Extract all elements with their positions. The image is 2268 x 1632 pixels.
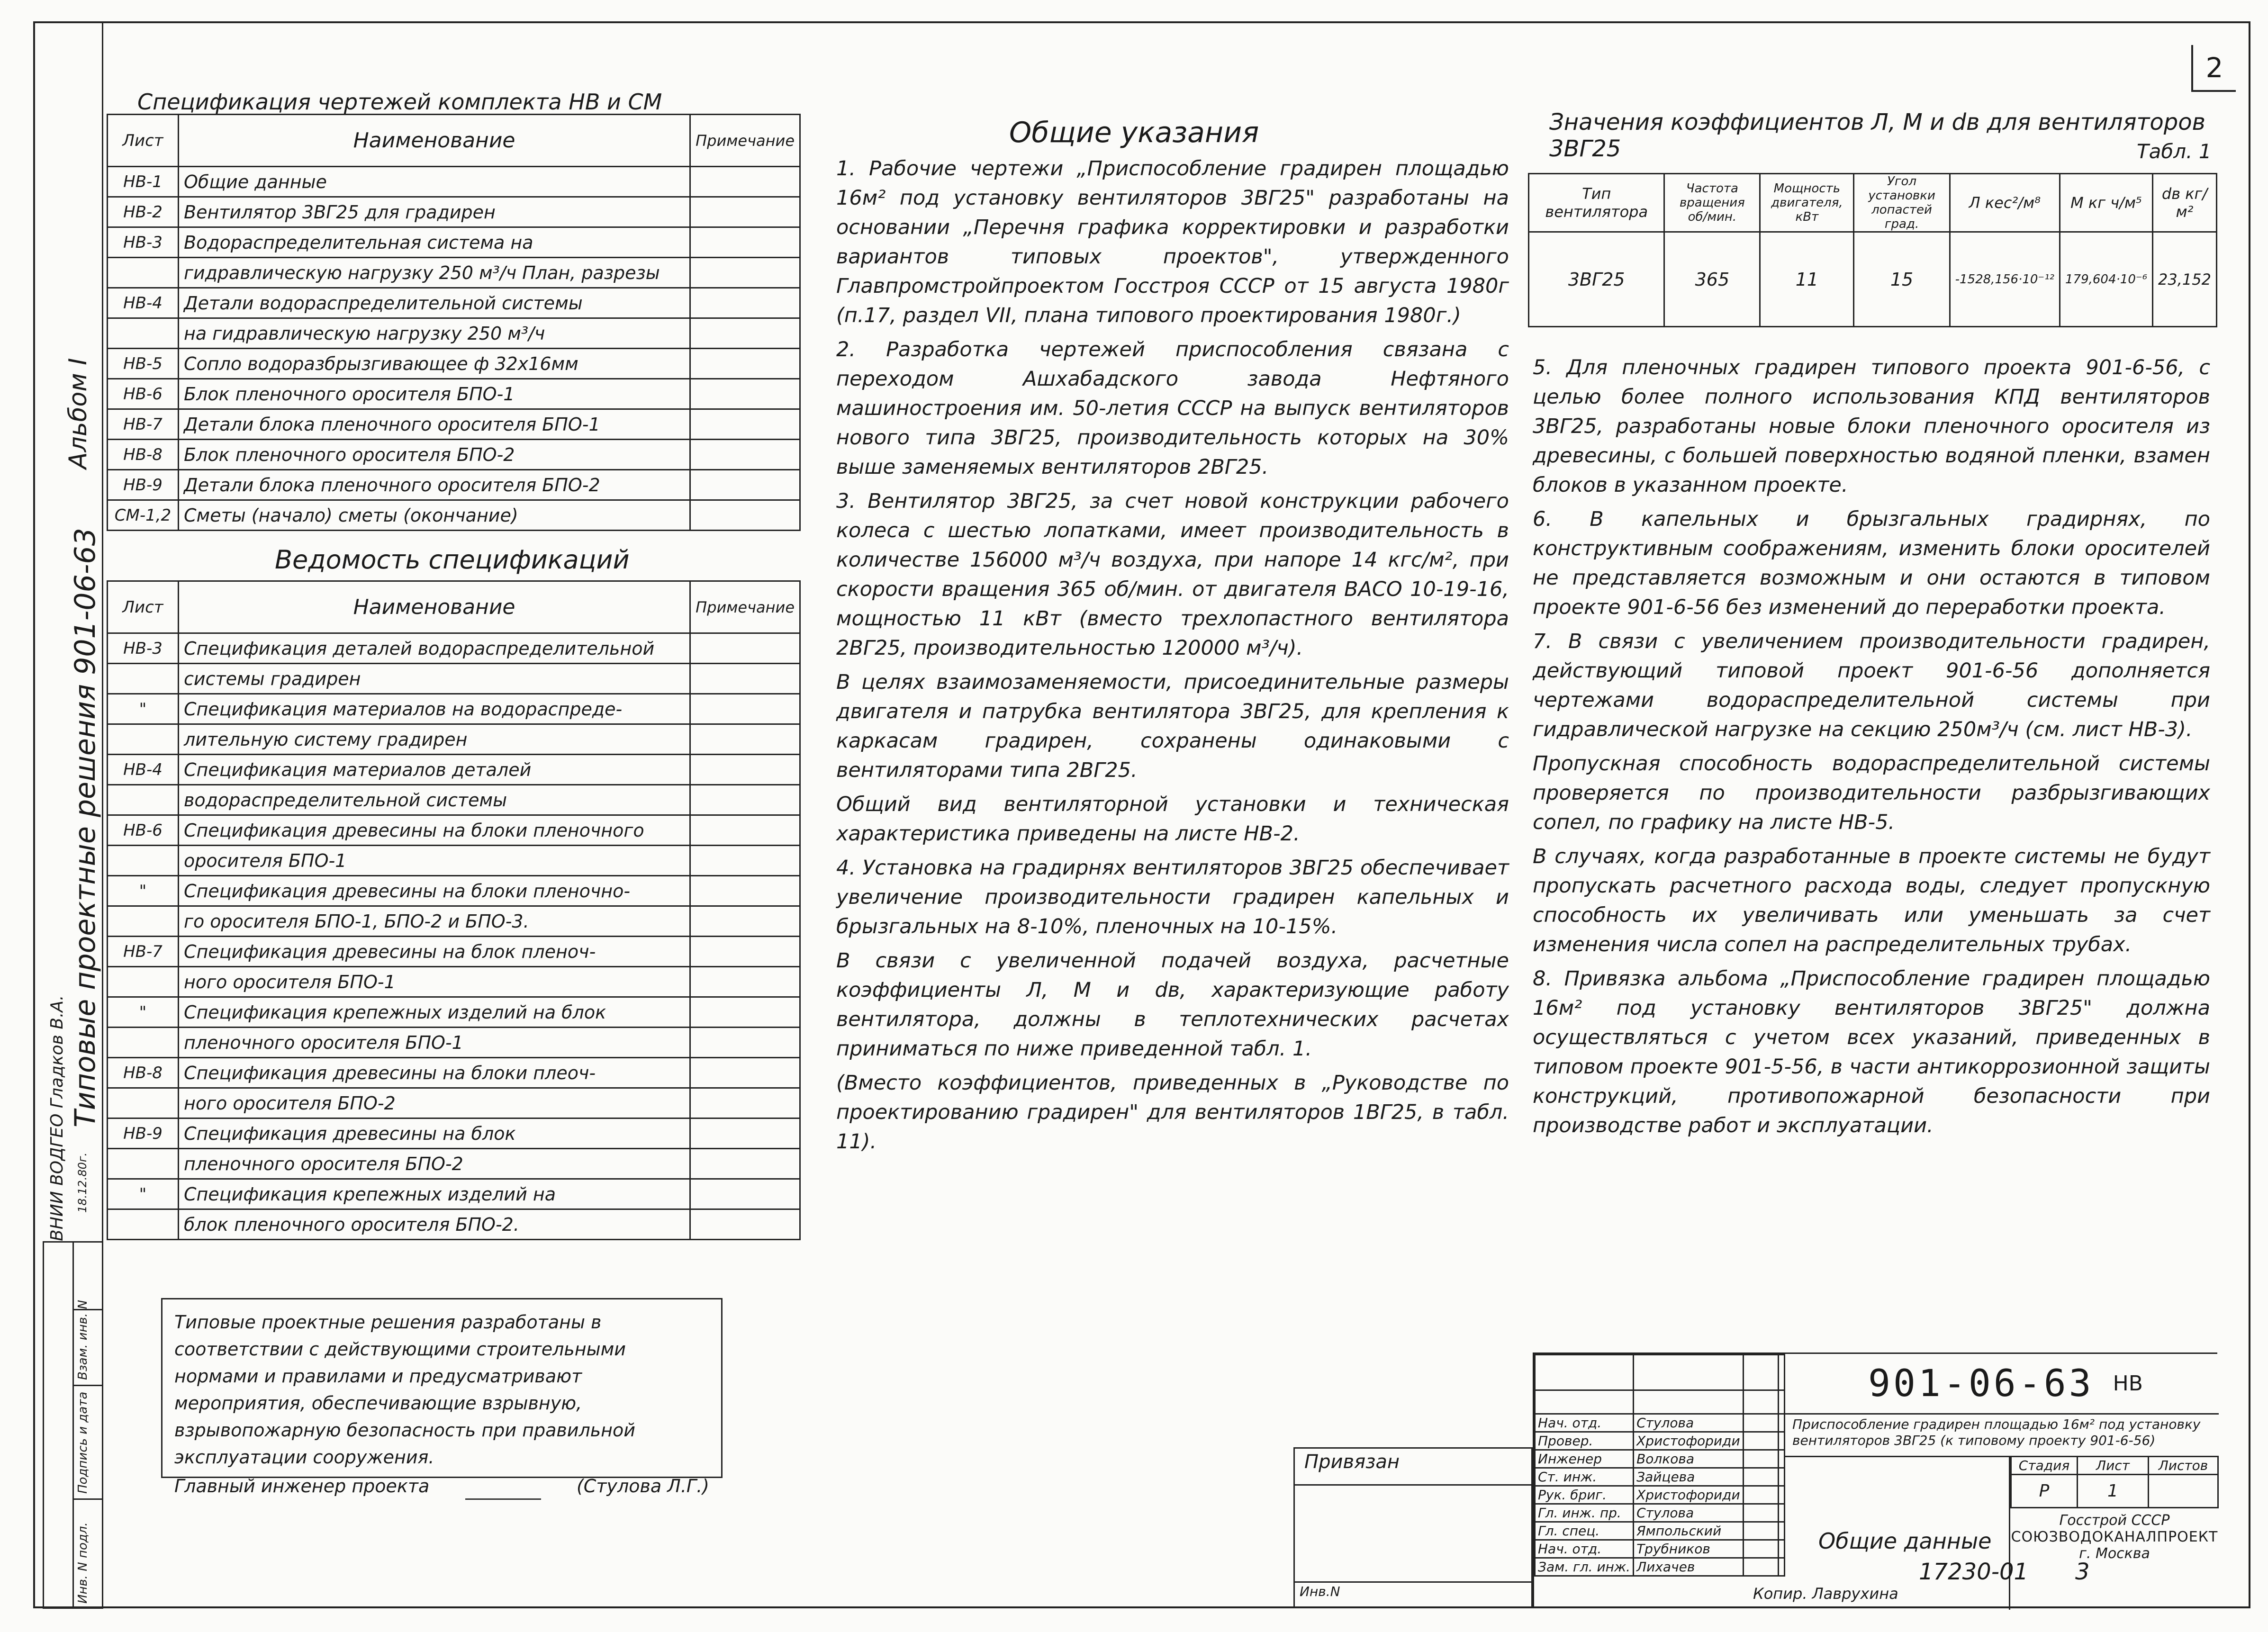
coef-table — [1528, 173, 2217, 327]
coef-header: Частота вращения об/мин. — [1664, 174, 1760, 232]
inv-label-vzam: Взам. инв. N — [76, 1300, 90, 1380]
privyazan-box — [1293, 1447, 1533, 1608]
right-paragraph: 5. Для пленочных градирен типового проекта 901-6-56, с целью более полного использования КПД вентиляторов 3ВГ25, разработаны новые блоки пленочного оросителя из древесины, с большей поверхностью водяной пленки, взамен блоков в указанном проекте. — [1533, 356, 2210, 497]
staff-row: Гл. спец. Ямпольский — [1535, 1522, 1785, 1540]
inv-strip — [43, 1241, 103, 1609]
table-row: блок пленочного оросителя БПО-2. — [108, 1209, 800, 1240]
general-paragraph: 1. Рабочие чертежи „Приспособление градирен площадью 16м² под установку вентиляторов 3ВГ25" разработаны на основании „Перечня графика корректировки и разработки вариантов типовых проектов", утвержденного Главпромстройпроектом Госстроя СССР от 15 августа 1980г (п.17, раздел VII, плана типового проектирования 1980г.) — [836, 157, 1509, 327]
table-row: НВ-7 Спецификация древесины на блок пленоч- — [108, 937, 800, 967]
staff-row: Гл. инж. пр. Стулова — [1535, 1504, 1785, 1522]
general-paragraph: 3. Вентилятор 3ВГ25, за счет новой конструкции рабочего колеса с шестью лопатками, имеет производительность в количестве 156000 м³/ч воздуха, при напоре 14 кгс/м², при скорости вращения 365 об/мин. от двигателя ВАСО 10-19-16, мощностью 11 кВт (вместо трехлопастного вентилятора 2ВГ25, производительностью 120000 м³/ч). — [836, 489, 1509, 660]
col-header-note: Примечание — [690, 115, 800, 167]
table-row: НВ-3 Спецификация деталей водораспределительной — [108, 633, 800, 664]
staff-row: Провер. Христофориди — [1535, 1432, 1785, 1450]
chief-engineer-line — [174, 1473, 709, 1500]
chief-engineer-name: (Стулова Л.Г.) — [576, 1476, 709, 1497]
doc-code-row — [1785, 1354, 2219, 1415]
table-row: НВ-4 Спецификация материалов деталей — [108, 755, 800, 785]
signature-mark — [465, 1473, 541, 1500]
table-row: го оросителя БПО-1, БПО-2 и БПО-3. — [108, 906, 800, 937]
page-number: 2 — [2205, 51, 2223, 84]
table-row: на гидравлическую нагрузку 250 м³/ч — [108, 318, 800, 349]
table-row: НВ-8 Блок пленочного оросителя БПО-2 — [108, 440, 800, 470]
sheet-title: Общие данные — [1818, 1528, 1992, 1554]
right-paragraph: В случаях, когда разработанные в проекте системы не будут пропускать расчетного расхода воды, следует пропускную способность их увеличивать или уменьшать за счет изменения числа сопел на распределительных трубах. — [1533, 845, 2210, 956]
coef-header: Угол установки лопастей град. — [1854, 174, 1950, 232]
table-row: " Спецификация крепежных изделий на — [108, 1179, 800, 1209]
series-label: Типовые проектные решения 901-06-63 — [69, 528, 102, 1127]
col-header-name: Наименование — [179, 581, 690, 633]
table-row: НВ-9 Детали блока пленочного оросителя БПО-2 — [108, 470, 800, 500]
table-row: 3ВГ25 365 11 15 -1528,156·10⁻¹² 179,604·10⁻⁶ 23,152 — [1529, 232, 2217, 327]
stage-value: 1 — [2078, 1475, 2149, 1508]
album-label: Альбом I — [64, 358, 92, 469]
stage-header: Стадия — [2011, 1457, 2078, 1475]
privyazan-inv: Инв.N — [1300, 1584, 1340, 1599]
spec-table-title: Спецификация чертежей комплекта НВ и СМ — [137, 89, 662, 115]
general-paragraph: (Вместо коэффициентов, приведенных в „Руководстве по проектированию градирен" для вентиляторов 1ВГ25, в табл. 11). — [836, 1071, 1509, 1154]
spec-table — [107, 114, 801, 531]
org-block — [2010, 1509, 2219, 1562]
table-row: НВ-5 Сопло водоразбрызгивающее ф 32х16мм — [108, 349, 800, 379]
coef-table-title: Значения коэффициентов Л, М и dв для вентиляторов 3ВГ25 — [1549, 109, 2205, 162]
stage-header: Лист — [2078, 1457, 2149, 1475]
doc-code-suffix: НВ — [2113, 1371, 2143, 1396]
coef-header-row — [1529, 174, 2217, 232]
table-row: " Спецификация материалов на водораспреде- — [108, 694, 800, 724]
table-row: ного оросителя БПО-1 — [108, 967, 800, 997]
spec-header-row — [108, 115, 800, 167]
note-text: Типовые проектные решения разработаны в соответствии с действующими строительными нормами и правилами и предусматривают мероприятия, обеспечивающие взрывную, взрывопожарную безопасность при правильной эксплуатации сооружения. — [174, 1312, 635, 1468]
note-box — [161, 1298, 723, 1497]
copied-by: Копир. Лаврухина — [1753, 1585, 1898, 1603]
table-row: лительную систему градирен — [108, 724, 800, 755]
vedomost-table — [107, 580, 801, 1240]
table-row: гидравлическую нагрузку 250 м³/ч План, разрезы — [108, 258, 800, 288]
right-column — [1533, 353, 2210, 1145]
org-line: СОЮЗВОДОКАНАЛПРОЕКТ — [2011, 1529, 2218, 1545]
table-row: НВ-1 Общие данные — [108, 167, 800, 197]
table-row: " Спецификация крепежных изделий на блок — [108, 997, 800, 1028]
right-paragraph: 6. В капельных и брызгальных градирнях, по конструктивным соображениям, изменить блоки оросителей не представляется возможным и они остаются в типовом проекте 901-6-56 без изменений до переработки проекта. — [1533, 507, 2210, 619]
inv-label-podl: Инв. N подл. — [76, 1522, 90, 1604]
title-block — [1533, 1352, 2217, 1608]
coef-header: Л кес²/м⁸ — [1950, 174, 2060, 232]
general-paragraph: В связи с увеличенной подачей воздуха, расчетные коэффициенты Л, М и dв, характеризующие работу вентилятора, должны в теплотехнических расчетах приниматься по ниже приведенной табл. 1. — [836, 949, 1509, 1061]
general-column — [836, 154, 1509, 1161]
table-row: НВ-3 Водораспределительная система на — [108, 227, 800, 258]
page-number-box — [2191, 45, 2236, 92]
table-row: СМ-1,2 Сметы (начало) сметы (окончание) — [108, 500, 800, 531]
coef-table-label: Табл. 1 — [2137, 140, 2212, 163]
table-row: НВ-6 Блок пленочного оросителя БПО-1 — [108, 379, 800, 409]
privyazan-label: Привязан — [1304, 1451, 1400, 1473]
table-row: НВ-8 Спецификация древесины на блоки плеоч- — [108, 1058, 800, 1088]
table-row: НВ-7 Детали блока пленочного оросителя БПО-1 — [108, 409, 800, 440]
date-label: 18.12.80г. — [76, 1152, 89, 1213]
general-title: Общие указания — [1009, 116, 1259, 149]
org-line: Госстрой СССР — [2059, 1512, 2170, 1529]
table-row: ного оросителя БПО-2 — [108, 1088, 800, 1118]
col-header-name: Наименование — [179, 115, 690, 167]
table-row: НВ-4 Детали водораспределительной системы — [108, 288, 800, 318]
staff-row: Ст. инж. Зайцева — [1535, 1468, 1785, 1486]
right-paragraph: 8. Привязка альбома „Приспособление градирен площадью 16м² под установку вентиляторов 3ВГ25" должна осуществляться с учетом всех указаний, приведенных в типовом проекте 901-5-56, в части антикоррозионной защиты конструкций, противопожарной безопасности при производстве работ и эксплуатации. — [1533, 967, 2210, 1137]
general-paragraph: 2. Разработка чертежей приспособления связана с переходом Ашхабадского завода Нефтяного машиностроения им. 50-летия СССР на выпуск вентиляторов нового типа 3ВГ25, производительность которых на 30% выше заменяемых вентиляторов 2ВГ25. — [836, 338, 1509, 479]
col-header-sheet: Лист — [108, 581, 179, 633]
vedomost-header-row — [108, 581, 800, 633]
stage-table — [2010, 1456, 2219, 1508]
staff-row: Зам. гл. инж. Лихачев — [1535, 1558, 1785, 1576]
table-row: оросителя БПО-1 — [108, 846, 800, 876]
vedomost-title: Ведомость спецификаций — [275, 545, 630, 575]
right-paragraph: Пропускная способность водораспределительной системы проверяется по производительности разбрызгивающих сопел, по графику на листе НВ-5. — [1533, 752, 2210, 834]
org-line: г. Москва — [2079, 1545, 2150, 1562]
table-row: " Спецификация древесины на блоки пленочно- — [108, 876, 800, 906]
bottom-number: 17230-01 — [1919, 1559, 2029, 1585]
right-paragraph: 7. В связи с увеличением производительности градирен, действующий типовой проект 901-6-56 дополняется чертежами водораспределительной системы при гидравлической нагрузке на секцию 250м³/ч (см. лист НВ-3). — [1533, 630, 2210, 741]
stage-value: Р — [2011, 1475, 2078, 1508]
table-row: НВ-6 Спецификация древесины на блоки пленочного — [108, 815, 800, 846]
doc-code: 901-06-63 — [1868, 1362, 2094, 1405]
staff-table — [1534, 1354, 1785, 1577]
table-row: пленочного оросителя БПО-1 — [108, 1028, 800, 1058]
general-paragraph: В целях взаимозаменяемости, присоединительные размеры двигателя и патрубка вентилятора 3ВГ25, для крепления к каркасам градирен, сохранены одинаковыми с вентиляторами типа 2ВГ25. — [836, 670, 1509, 782]
table-row: системы градирен — [108, 664, 800, 694]
staff-row: Рук. бриг. Христофориди — [1535, 1486, 1785, 1504]
coef-header: dв кг/м² — [2153, 174, 2217, 232]
general-paragraph: 4. Установка на градирнях вентиляторов 3ВГ25 обеспечивает увеличение производительности градирен капельных и брызгальных на 8-10%, пленочных на 10-15%. — [836, 856, 1509, 938]
org-label: ВНИИ ВОДГЕО Гладков В.А. — [47, 995, 67, 1241]
inv-label-signature: Подпись и дата — [76, 1391, 90, 1494]
project-title: Приспособление градирен площадью 16м² под установку вентиляторов 3ВГ25 (к типовому проекту 901-6-56) — [1792, 1416, 2201, 1448]
col-header-note: Примечание — [690, 581, 800, 633]
bottom-index: 3 — [2075, 1559, 2090, 1585]
table-row: НВ-2 Вентилятор 3ВГ25 для градирен — [108, 197, 800, 227]
coef-header: М кг ч/м⁵ — [2060, 174, 2152, 232]
table-row: пленочного оросителя БПО-2 — [108, 1149, 800, 1179]
coef-header: Тип вентилятора — [1529, 174, 1664, 232]
stage-header: Листов — [2149, 1457, 2218, 1475]
general-paragraph: Общий вид вентиляторной установки и техническая характеристика приведены на листе НВ-2. — [836, 793, 1509, 846]
chief-engineer-label: Главный инженер проекта — [174, 1476, 430, 1497]
staff-row: Инженер Волкова — [1535, 1450, 1785, 1468]
table-row: НВ-9 Спецификация древесины на блок — [108, 1118, 800, 1149]
coef-header: Мощность двигателя, кВт — [1760, 174, 1854, 232]
staff-row: Нач. отд. Трубников — [1535, 1540, 1785, 1558]
table-row: водораспределительной системы — [108, 785, 800, 815]
stage-value — [2149, 1475, 2218, 1508]
staff-row: Нач. отд. Стулова — [1535, 1414, 1785, 1432]
col-header-sheet: Лист — [108, 115, 179, 167]
